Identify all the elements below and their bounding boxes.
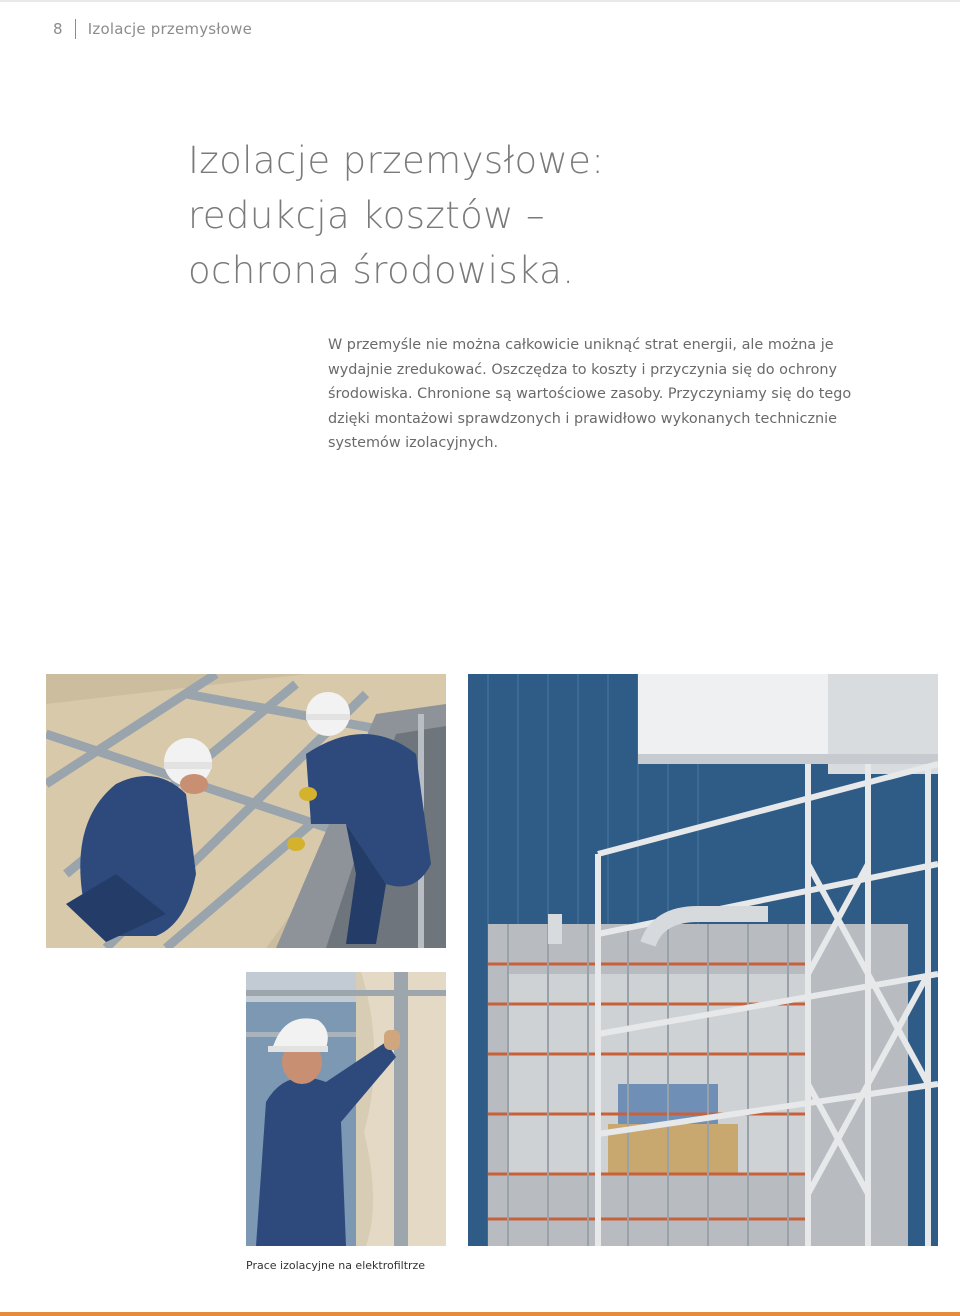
title-line-3: ochrona środowiska. [188, 249, 575, 292]
top-rule [0, 0, 960, 2]
photo-workers-insulating [46, 674, 446, 948]
bottom-accent-bar [0, 1312, 960, 1316]
header-divider [75, 19, 76, 39]
photo-power-plant-scaffolding [468, 674, 938, 1246]
page-title [188, 133, 604, 298]
photo-worker-installing [246, 972, 446, 1246]
title-line-2: redukcja kosztów – [188, 194, 545, 237]
lead-paragraph: W przemyśle nie można całkowicie uniknąć strat energii, ale można je wydajnie zredukować. Oszczędza to koszty i przyczynia się do ochrony środowiska. Chronione są wartościowe zasoby. Przyczyniamy się do tego dzięki montażowi sprawdzonych i prawidłowo wykonanych technicznie systemów izolacyjnych. [328, 337, 852, 451]
photo-caption: Prace izolacyjne na elektrofiltrze [246, 1259, 426, 1272]
title-line-1: Izolacje przemysłowe: [188, 139, 605, 182]
running-header [53, 18, 252, 40]
page-number: 8 [53, 20, 63, 38]
section-name: Izolacje przemysłowe [87, 20, 253, 38]
